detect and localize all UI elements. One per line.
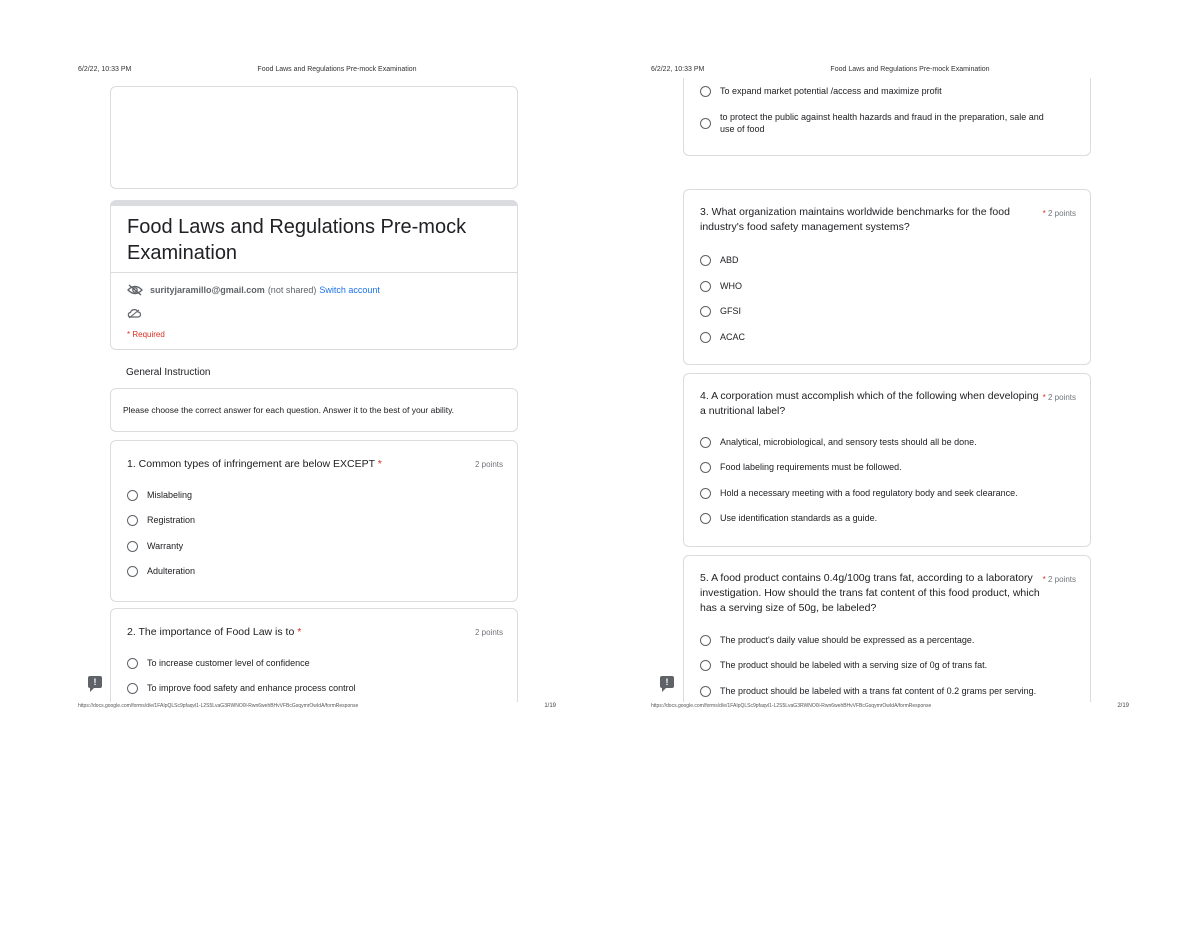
option-label: Registration [147, 515, 196, 525]
radio-button[interactable] [700, 255, 711, 266]
radio-button[interactable] [700, 306, 711, 317]
print-date: 6/2/22, 10:33 PM [651, 66, 705, 73]
radio-button[interactable] [700, 86, 711, 97]
radio-button[interactable] [700, 660, 711, 671]
question-text: has a serving size of 50g, be labeled? [700, 602, 877, 614]
question-text: 4. A corporation must accomplish which of the following when developing [700, 390, 1039, 402]
option-increase-confidence[interactable] [127, 655, 310, 671]
option-identification-standards[interactable] [700, 510, 877, 526]
points-text: 2 points [1047, 209, 1076, 218]
radio-button[interactable] [700, 118, 711, 129]
print-footer [651, 703, 1169, 713]
form-title: Food Laws and Regulations Pre-mock Examination [127, 216, 467, 264]
required-asterisk: * [1042, 575, 1046, 584]
question-title [700, 205, 1010, 235]
option-label-wrap [720, 111, 1044, 135]
footer-url: https://docs.google.com/forms/d/e/1FAIpQLSc9pfaqvl1-L2S5LvaG3RWNO0l-Rwn6wehBHvVFBcGsqymrOwIdA/formResponse [78, 703, 359, 709]
option-analytical-tests[interactable] [700, 434, 977, 450]
radio-button[interactable] [127, 566, 138, 577]
option-label: Mislabeling [147, 490, 193, 500]
option-improve-food-safety[interactable] [127, 680, 356, 696]
print-header [78, 66, 596, 78]
option-label: The product should be labeled with a serving size of 0g of trans fat. [720, 660, 988, 670]
option-label: To improve food safety and enhance process control [147, 683, 356, 693]
eye-off-icon [127, 284, 143, 296]
section-heading: General Instruction [126, 367, 211, 378]
question-title [127, 457, 382, 472]
option-daily-value[interactable] [700, 632, 974, 648]
option-labeling-requirements[interactable] [700, 459, 902, 475]
instruction-text: Please choose the correct answer for each question. Answer it to the best of your ability. [123, 405, 455, 415]
option-label: Adulteration [147, 566, 196, 576]
required-asterisk: * [297, 626, 302, 638]
option-0-2-grams[interactable] [700, 683, 1036, 699]
print-page-1 [72, 62, 602, 714]
option-registration[interactable] [127, 512, 195, 528]
question-card-1 [110, 440, 518, 602]
print-title: Food Laws and Regulations Pre-mock Examination [830, 66, 990, 73]
option-label: Use identification standards as a guide. [720, 513, 878, 523]
footer-page-number: 1/19 [544, 703, 556, 709]
option-who[interactable] [700, 278, 742, 294]
account-email: surityjaramillo@gmail.com [150, 285, 265, 295]
required-asterisk: * [1042, 393, 1046, 402]
radio-button[interactable] [127, 490, 138, 501]
switch-account-link[interactable]: Switch account [319, 285, 380, 295]
question-text: investigation. How should the trans fat content of this food product, which [700, 587, 1040, 599]
option-protect-public[interactable] [700, 109, 1044, 137]
form-title-card [110, 200, 518, 350]
question-title [700, 571, 1040, 616]
option-gfsi[interactable] [700, 303, 741, 319]
print-page-2 [645, 62, 1175, 714]
radio-button[interactable] [700, 635, 711, 646]
account-row [127, 284, 380, 296]
option-warranty[interactable] [127, 538, 183, 554]
option-label: Analytical, microbiological, and sensory tests should all be done. [720, 437, 977, 447]
radio-button[interactable] [127, 683, 138, 694]
radio-button[interactable] [127, 515, 138, 526]
option-label: Food labeling requirements must be followed. [720, 462, 902, 472]
radio-button[interactable] [700, 437, 711, 448]
option-label: To expand market potential /access and maximize profit [720, 86, 942, 96]
radio-button[interactable] [127, 658, 138, 669]
question-title [700, 389, 1039, 419]
option-expand-market[interactable] [700, 83, 942, 99]
required-note: * Required [127, 330, 165, 339]
cloud-icon [127, 306, 141, 317]
option-regulatory-meeting[interactable] [700, 485, 1018, 501]
option-label: To increase customer level of confidence [147, 658, 310, 668]
question-card-5 [683, 555, 1091, 702]
radio-button[interactable] [700, 332, 711, 343]
feedback-icon[interactable]: ! [88, 676, 102, 688]
question-card-3 [683, 189, 1091, 365]
not-shared-label: (not shared) [267, 285, 317, 295]
question-text: industry's food safety management systems? [700, 221, 910, 233]
question-card-4 [683, 373, 1091, 547]
points-text: 2 points [1047, 393, 1076, 402]
divider [111, 272, 517, 273]
radio-button[interactable] [127, 541, 138, 552]
footer-url: https://docs.google.com/forms/d/e/1FAIpQLSc9pfaqvl1-L2S5LvaG3RWNO0l-Rwn6wehBHvVFBcGsqymrOwIdA/formResponse [651, 703, 932, 709]
question-title [127, 625, 301, 640]
option-acac[interactable] [700, 329, 745, 345]
instruction-card [110, 388, 518, 432]
option-label: GFSI [720, 306, 742, 316]
option-label: to protect the public against health hazards and fraud in the preparation, sale and [720, 112, 1044, 122]
feedback-icon[interactable]: ! [660, 676, 674, 688]
points-label [1043, 575, 1076, 584]
radio-button[interactable] [700, 513, 711, 524]
points-label [1043, 393, 1076, 402]
option-abd[interactable] [700, 252, 739, 268]
print-title: Food Laws and Regulations Pre-mock Examination [257, 66, 417, 73]
form-header-image [110, 86, 518, 189]
option-label: use of food [720, 124, 765, 134]
points-label: 2 points [474, 460, 503, 469]
print-footer [78, 703, 596, 713]
points-label: 2 points [474, 628, 503, 637]
required-asterisk: * [377, 458, 382, 470]
question-text: 1. Common types of infringement are below EXCEPT [127, 458, 375, 470]
option-label: The product's daily value should be expressed as a percentage. [720, 635, 975, 645]
option-label: ABD [720, 255, 739, 265]
radio-button[interactable] [700, 462, 711, 473]
footer-page-number: 2/19 [1117, 703, 1129, 709]
question-text: 2. The importance of Food Law is to [127, 626, 295, 638]
option-label: Hold a necessary meeting with a food regulatory body and seek clearance. [720, 488, 1018, 498]
option-label: The product should be labeled with a trans fat content of 0.2 grams per serving. [720, 686, 1037, 696]
print-header [651, 66, 1169, 78]
question-card-2-continued [683, 78, 1091, 156]
option-zero-trans-fat[interactable] [700, 657, 987, 673]
option-mislabeling[interactable] [127, 487, 192, 503]
points-text: 2 points [1047, 575, 1076, 584]
radio-button[interactable] [700, 281, 711, 292]
question-text: 5. A food product contains 0.4g/100g trans fat, according to a laboratory [700, 572, 1033, 584]
option-label: ACAC [720, 332, 746, 342]
option-label: WHO [720, 281, 742, 291]
question-text: a nutritional label? [700, 405, 786, 417]
option-label: Warranty [147, 541, 184, 551]
points-label [1043, 209, 1076, 218]
print-date: 6/2/22, 10:33 PM [78, 66, 132, 73]
option-adulteration[interactable] [127, 563, 195, 579]
radio-button[interactable] [700, 686, 711, 697]
question-card-2 [110, 608, 518, 702]
required-asterisk: * [1042, 209, 1046, 218]
question-text: 3. What organization maintains worldwide benchmarks for the food [700, 206, 1010, 218]
radio-button[interactable] [700, 488, 711, 499]
